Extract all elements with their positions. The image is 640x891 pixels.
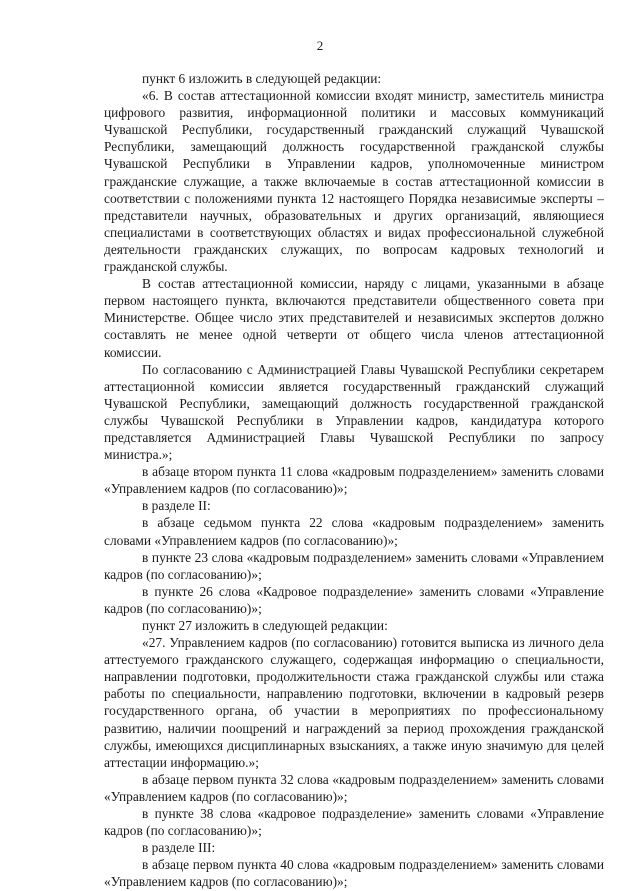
paragraph: пункт 6 изложить в следующей редакции:: [142, 71, 382, 86]
paragraph: «27. Управлением кадров (по согласованию) готовится выписка из личного дела аттестуемого гражданского служащего, содержащая информацию о специальности, направлении подготовки, продолжительности стажа гражданской службы или стажа работы по специальности, направлению подготовки, включении в кадровый резерв государственного органа, об участии в мероприятиях по профессиональному развитию, наличии поощрений и награждений за период прохождения гражданской службы, имеющихся дисциплинарных взысканиях, а также иную значимую для целей аттестации информацию.»;: [104, 635, 604, 770]
paragraph: в разделе II:: [142, 498, 211, 514]
paragraph: в пункте 26 слова «Кадровое подразделение» заменить словами «Управление кадров (по согласованию)»;: [104, 583, 604, 616]
paragraph: в абзаце первом пункта 32 слова «кадровым подразделением» заменить словами «Управлением кадров (по согласованию)»;: [104, 771, 604, 804]
paragraph: в пункте 23 слова «кадровым подразделением» заменить словами «Управлением кадров (по согласованию)»;: [104, 549, 604, 582]
paragraph: в пункте 38 слова «кадровое подразделение» заменить словами «Управление кадров (по согласованию)»;: [104, 806, 604, 839]
paragraph: в абзаце первом пункта 40 слова «кадровым подразделением» заменить словами «Управлением кадров (по согласованию)»;: [104, 857, 604, 890]
paragraph: пункт 27 изложить в следующей редакции:: [142, 618, 388, 633]
paragraph: По согласованию с Администрацией Главы Чувашской Республики секретарем аттестационной комиссии является государственный гражданский служащий Чувашской Республики, замещающий должность государственной гражданской службы Чувашской Республики в Управлении кадров, кандидатура которого представляется Администрацией Главы Чувашской Республики по запросу министра.»;: [104, 361, 604, 463]
paragraph: в абзаце втором пункта 11 слова «кадровым подразделением» заменить словами «Управлением кадров (по согласованию)»;: [104, 464, 604, 497]
paragraph: в разделе III:: [142, 840, 216, 856]
page-number: 2: [316, 38, 324, 53]
document-body: [104, 70, 604, 891]
paragraph: В состав аттестационной комиссии, наряду с лицами, указанными в абзаце первом настоящего пункта, включаются представители общественного совета при Министерстве. Общее число этих представителей и независимых экспертов должно составлять не менее одной четверти от общего числа членов аттестационной комиссии.: [104, 276, 604, 360]
paragraph: «6. В состав аттестационной комиссии входят министр, заместитель министра цифрового развития, информационной политики и массовых коммуникаций Чувашской Республики, государственный гражданский служащий Чувашской Республики, замещающий должность государственной гражданской службы Чувашской Республики в Управлении кадров, уполномоченные министром гражданские служащие, а также включаемые в состав аттестационной комиссии в соответствии с положениями пункта 12 настоящего Порядка независимые эксперты – представители научных, образовательных и других организаций, являющиеся специалистами в соответствующих областях и видах профессиональной служебной деятельности гражданских служащих, по вопросам кадровых технологий и гражданской службы.: [104, 88, 604, 275]
paragraph: в абзаце седьмом пункта 22 слова «кадровым подразделением» заменить словами «Управлением кадров (по согласованию)»;: [104, 515, 604, 548]
